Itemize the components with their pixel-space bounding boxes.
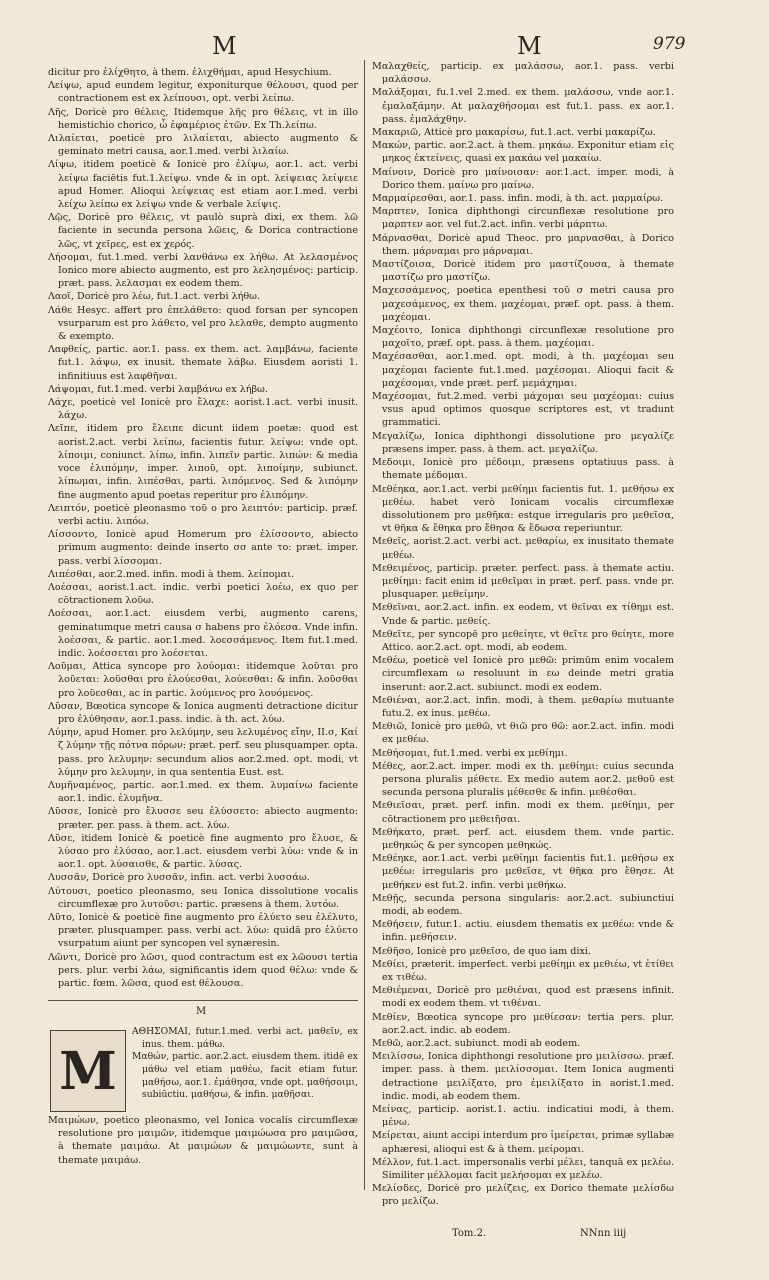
dictionary-entry: Μεθέω, poeticè vel Ionicè pro μεθῶ: primūm enim vocalem circumflexam ω resoluunt in εω deinde metri gratia inserunt: aor.2.act. subiunct. modi ex eodem. <box>372 655 674 693</box>
dictionary-entry: Μαιμώων, poetico pleonasmo, vel Ionica vocalis circumflexæ resolutione pro μαιμῶν, itidemque μαιμώωσα pro μαιμῶσα, à themate μαιμάω. At μαιμώων & μαιμώωντε, sunt à themate μαιμάω. <box>48 1115 358 1166</box>
dictionary-entry: Μεθιεῖσαι, præt. perf. infin. modi ex them. μεθίημι, per cōtractionem pro μεθειῆσαι. <box>372 800 674 825</box>
dictionary-entry: Μαλαχθείς, particip. ex μαλάσσω, aor.1. pass. verbi μαλάσσω. <box>372 61 674 86</box>
dictionary-entry: Λοῦμαι, Attica syncope pro λούομαι: itidemque λοῦται pro λοῦεται: λοῦσθαι pro ἐλούεσθαι, λούεσθαι: & infin. λοῦσθαι pro λοῦεσθαι, ac in partic. λούμενος pro λουόμενος. <box>48 661 358 699</box>
dictionary-entry: Μαχέσασθαι, aor.1.med. opt. modi, à th. μαχέομαι seu μαχέομαι faciente fut.1.med. μαχέσομαι. Alioqui facit & μαχέσομαι, vnde præt. perf. μεμάχημαι. <box>372 351 674 389</box>
dictionary-entry: Λῆς, Doricè pro θέλεις, Itidemque λῆς pro θέλεις, vt in illo hemistichio chorico, ὦ ἐφαμέριος ἐτῶν. Ex Th.λείπω. <box>48 106 358 131</box>
page-number: 979 <box>653 34 686 54</box>
dictionary-entry: Μεθεῖς, aorist.2.act. verbi act. μεθαρίω, ex inusitato themate μεθέω. <box>372 536 674 561</box>
dictionary-entry: Μαχεσσάμενος, poetica epenthesi τοῦ σ metri causa pro μαχεσάμενος, ex them. μαχέομαι, præf. opt. pass. à them. μαχέομαι. <box>372 285 674 323</box>
left-column-header-letter: M <box>212 32 238 60</box>
dictionary-entry: Λῶντι, Doricè pro λῶσι, quod contractum est ex λῶουσι tertia pers. plur. verbi λάω, significantis idem quod θέλω: vnde & partic. fœm. λῶσα, quod est θέλουσα. <box>48 951 358 990</box>
dictionary-entry: Μαλάξομαι, fu.1.vel 2.med. ex them. μαλάσσω, vnde aor.1. ἐμαλαξάμην. At μαλαχθήσομαι est fut.1. pass. ex aor.1. pass. ἐμαλάχθην. <box>372 87 674 125</box>
dictionary-entry: ΑΘΗΣΟΜΑΙ, futur.1.med. verbi act. μαθεῖν, ex inus. them. μάθω. <box>132 1026 358 1050</box>
dictionary-entry: Λῦσσε, Ionicè pro ἔλυσσε seu ἐλύσσετο: abiecto augmento: præter. per. pass. à them. act. λύω. <box>48 806 358 831</box>
dictionary-entry: Μάρνασθαι, Doricè apud Theoc. pro μαρνασθαι, à Dorico them. μάρναμαι pro μάρναμαι. <box>372 232 674 257</box>
dictionary-entry: Λίσσοντο, Ionicè apud Homerum pro ἐλίσσοντο, abiecto primum augmento: deinde inserto σσ ante το: præt. imper. pass. verbi λίσσομαι. <box>48 529 358 567</box>
dictionary-entry: Μείρεται, aiunt accipi interdum pro ἱμείρεται, primæ syllabæ aphæresi, alioqui est & à them. μείρομαι. <box>372 1130 674 1155</box>
dictionary-entry: dicitur pro ἐλίχθητο, à them. ἐλιχθήμαι, apud Hesychium. <box>48 67 332 78</box>
dictionary-entry: Μακαριῶ, Atticè pro μακαρίσω, fut.1.act. verbi μακαρίζω. <box>372 127 656 139</box>
dictionary-entry: Λῦτο, Ionicè & poeticè fine augmento pro ἐλύετο seu ἐλέλυτο, præter. plusquamper. pass. verbi act. λύω: quidā pro ἐλύετο vsurpatum aiunt per syncopen vel synæresin. <box>48 912 358 950</box>
dictionary-entry: Μαρμαίρεσθαι, aor.1. pass. infin. modi, à th. act. μαρμαίρω. <box>372 193 664 205</box>
m-section-continued <box>48 1114 358 1167</box>
dictionary-entry: Λῦσε, itidem Ionicè & poeticè fine augmento pro ἔλυσε, & λύσαο pro ἐλύσαο, aor.1.act. eiusdem verbi λύω: vnde & in aor.1. opt. λύσαισθε, & partic. λύσας. <box>48 832 358 871</box>
dictionary-entry: Μεθήκατο, præt. perf. act. eiusdem them. vnde partic. μεθηκώς & per syncopen μεθηκώς. <box>372 826 674 851</box>
dictionary-entry: Λῦσαν, Bœotica syncope & Ionica augmenti detractione dicitur pro ἐλύθησαν, aor.1.pass. indic. à th. act. λύω. <box>48 700 358 725</box>
section-divider <box>48 1000 358 1001</box>
dictionary-entry: Λύμην, apud Homer. pro λελύμην, seu λελυμένος εἴην, II.σ, Καί ζ λύμην τῇς πότνα πόρων: præt. perf. seu plusquamper. opta. pass. pro λελυμην: secundum alios aor.2.med. opt. modi, vt λύμην pro λελυμην, in qua sententia Eust. est. <box>48 727 359 778</box>
dictionary-entry: Μαθών, partic. aor.2.act. eiusdem them. itidē ex μάθω vel etiam μαθέω, facit etiam futur. μαθήσω, aor.1. ἐμάθησα, vnde opt. μαθήσοιμι, subiūctiu. μαθήσω, & infin. μαθῆσαι. <box>132 1051 358 1101</box>
dictionary-entry: Λυσσᾶν, Doricè pro λυσσᾶν, infin. act. verbi λυσσάω. <box>48 872 310 884</box>
dictionary-entry: Μέθες, aor.2.act. imper. modi ex th. μεθίημι: cuius secunda persona pluralis μέθετε. Ex medio autem aor.2. μεθοῦ est secunda persona pluralis μέθεσθε & infin. μεθέσθαι. <box>372 760 674 799</box>
dictionary-entry: Λάψομαι, fut.1.med. verbi λαμβάνω ex λήβω. <box>48 383 268 395</box>
dictionary-entry: Μεθειμένος, particip. præter. perfect. pass. à themate actiu. μεθίημι: facit enim id μεθεῖμαι in præt. perf. pass. vnde pr. plusquaper. μεθείμην. <box>372 562 674 601</box>
dictionary-entry: Μεθέηκα, aor.1.act. verbi μεθίημι facientis fut. 1. μεθήσω ex μεθέω. habet verò Ionicam vocalis circumflexæ dissolutionem pro μεθῆκα: estque irregularis pro μεθεῖσα, vt θῆκα & ἔθηκα pro ἔθησα & ἔδωσα reperiuntur. <box>372 483 674 535</box>
section-heading-m: M <box>196 1006 207 1017</box>
dictionary-entry: Μεθιέμεναι, Doricè pro μεθιέναι, quod est præsens infinit. modi ex eodem them. vt τιθέναι. <box>372 985 674 1010</box>
left-column <box>48 66 358 990</box>
right-column-header-letter: M <box>517 32 543 60</box>
dictionary-entry: Λεῖπε, itidem pro ἔλειπε dicunt iidem poetæ: quod est aorist.2.act. verbi λείπω, facientis futur. λείψω: vnde opt. λίποιμι, coniunct. λίπω, infin. λιπεῖν partic. λιπών: & media voce ἐλιπόμην, imper. λιποῦ, opt. λιποίμην, subiunct. λίπωμαι, infin. λιπέσθαι, parti. λιπόμενος. Sed & λιπόμην fine augmento apud poetas reperitur pro ἐλιπόμην. <box>48 423 358 501</box>
dictionary-entry: Λαοῖ, Doricè pro λέω, fut.1.act. verbi λήθω. <box>48 291 261 303</box>
column-divider <box>364 60 365 1190</box>
signature-mark: NNnn iiij <box>580 1228 627 1239</box>
dictionary-entry: Μείνας, particip. aorist.1. actiu. indicatiui modi, à them. μένω. <box>372 1104 674 1129</box>
dictionary-entry: Μεθῶ, aor.2.act. subiunct. modi ab eodem. <box>372 1038 581 1050</box>
dictionary-entry: Μεθῇς, secunda persona singularis: aor.2.act. subiunctiui modi, ab eodem. <box>372 892 674 917</box>
dictionary-entry: Μειλίσσω, Ionica diphthongi resolutione pro μειλίσσω. præf. imper. pass. à them. μειλίσσομαι. Item Ionica augmenti detractione μειλίξατο, pro ἐμειλίξατο in aorist.1.med. indic. modi, ab eodem them. <box>372 1051 674 1102</box>
dictionary-entry: Μεθῆσο, Ionicè pro μεθεῖσο, de quo iam dixi. <box>372 945 592 957</box>
dictionary-entry: Μεγαλίζω, Ionica diphthongi dissolutione pro μεγαλίζε præsens imper. pass. à them. act. μεγαλίζω. <box>372 430 674 455</box>
dictionary-entry: Μαχέοιτο, Ionica diphthongi circunflexæ resolutione pro μαχοῖτο, præf. opt. pass. à them. μαχέομαι. <box>372 325 674 350</box>
dictionary-entry: Μέλλον, fut.1.act. impersonalis verbi μέλει, tanquā ex μελέω. Similiter μέλλομαι facit μελήσομαι ex μελέω. <box>372 1156 674 1182</box>
dictionary-entry: Μεθήσομαι, fut.1.med. verbi ex μεθίημι. <box>372 747 568 759</box>
dictionary-entry: Μεδοιμι, Ionicè pro μέδοιμι, præsens optatiuus pass. à themate μέδομαι. <box>372 457 674 482</box>
decorated-initial <box>50 1030 126 1112</box>
dictionary-entry: Μεθεῖτε, per syncopē pro μεθείητε, vt θεῖτε pro θείητε, more Attico. aor.2.act. opt. modi, ab eodem. <box>372 628 674 653</box>
dictionary-entry: Μελίσδες, Doricè pro μελίζεις, ex Dorico themate μελίσδω pro μελίζω. <box>372 1183 674 1208</box>
dictionary-entry: Μεθίει, præterit. imperfect. verbi μεθίημι ex μεθιέω, vt ἐτίθει ex τιθέω. <box>372 958 674 984</box>
dictionary-entry: Λιπέσθαι, aor.2.med. infin. modi à them. λείπομαι. <box>48 568 295 580</box>
dictionary-entry: Λίψω, itidem poeticè & Ionicè pro ἐλίψω, aor.1. act. verbi λείψω faciētis fut.1.λείψω. vnde & in opt. λείψειας λείψειε apud Homer. Alioqui λείψειας est etiam aor.1.med. verbi λείχω λείπω ex λείψω vnde & verbale λείψις. <box>48 159 358 211</box>
dictionary-entry: Λοέσσαι, aorist.1.act. indic. verbi poetici λοέω, ex quo per cōtractionem λοῦω. <box>48 581 358 607</box>
dictionary-entry: Λήσομαι, fut.1.med. verbi λανθάνω ex λήθω. At λελασμένος Ionico more abiecto augmento, est pro λελησμένος: particip. præt. pass. λελασμαι ex eodem them. <box>48 251 358 290</box>
dictionary-entry: Μαστίζοισα, Doricè itidem pro μαστίζουσα, à themate μαστίζω pro μαστίζω. <box>372 259 674 284</box>
dictionary-entry: Μεθιῶ, Ionicè pro μεθῶ, vt θιῶ pro θῶ: aor.2.act. infin. modi ex μεθέω. <box>372 721 674 746</box>
dictionary-entry: Μεθεῖναι, aor.2.act. infin. ex eodem, vt θεῖναι ex τίθημι est. Vnde & partic. μεθείς. <box>372 602 674 627</box>
dictionary-entry: Μαχέσομαι, fut.2.med. verbi μάχομαι seu μαχέομαι: cuius vsus apud optimos quosque scriptores est, vt tradunt grammatici. <box>372 391 674 429</box>
dictionary-entry: Μαρπτεν, Ionica diphthongi circunflexæ resolutione pro μαρπτεν aor. vel fut.2.act. infin. verbi μάρπτω. <box>372 206 674 231</box>
m-section-entries <box>132 1026 358 1102</box>
dictionary-entry: Μεθήσειν, futur.1. actiu. eiusdem thematis ex μεθέω: vnde & infin. μεθήσειν. <box>372 919 674 944</box>
volume-label: Tom.2. <box>452 1228 487 1239</box>
dictionary-entry: Λαφθείς, partic. aor.1. pass. ex them. act. λαμβάνω, faciente fut.1. λάψω, ex inusit. themate λάβω. Eiusdem aoristi 1. infinitiuus est λαφθῆναι. <box>48 344 358 382</box>
dictionary-entry: Λάχε, poeticè vel Ionicè pro ἔλαχε: aorist.1.act. verbi inusit. λάχω. <box>48 397 358 422</box>
dictionary-entry: Λοέσσαι, aor.1.act. eiusdem verbi, augmento carens, geminatumque metri causa σ habens pro ἐλόεσα. Vnde infin. λοέσσαι, & partic. aor.1.med. λοεσσάμενος. Item fut.1.med. indic. λοέσσεται pro λοέσεται. <box>48 608 358 659</box>
dictionary-entry: Μεθιέναι, aor.2.act. infin. modi, à them. μεθαρίω mutuante futu.2. ex inus. μεθέω. <box>372 694 674 719</box>
dictionary-entry: Λύτουσι, poetico pleonasmo, seu Ionica dissolutione vocalis circumflexæ pro λυτοῦσι: partic. præsens à them. λυτόω. <box>48 885 358 910</box>
dictionary-entry: Λάθε Hesyc. affert pro ἐπελάθετο: quod forsan per syncopen vsurparum est pro λάθετο, vel pro λελαθε, dempto augmento & exempto. <box>48 304 358 343</box>
dictionary-entry: Λῷς, Doricè pro θέλεις, vt paulò suprà dixi, ex them. λῶ faciente in secunda persona λῶεις, & Dorica contractione λῶς, vt χεῖρες, est ex χερός. <box>48 212 358 250</box>
dictionary-entry: Μακών, partic. aor.2.act. à them. μηκάω. Exponitur etiam εἰς μηκος ἐκτείνεις, quasi ex μακάω vel μακαίω. <box>372 140 674 165</box>
dictionary-entry: Μεθέηκε, aor.1.act. verbi μεθίημι facientis fut.1. μεθήσω ex μεθέω: irregularis pro μεθεῖσε, vt θῆκα pro ἔθησε. At μεθήκεν est fut.2. infin. verbi μεθήκω. <box>372 853 674 891</box>
dictionary-entry: Λείψω, apud eundem legitur, exponiturque θέλουσι, quod per contractionem est ex λείπουσι, opt. verbi λείπω. <box>48 80 358 105</box>
decorated-initial-letter: M <box>59 1040 117 1102</box>
dictionary-entry: Λειπτόν, poeticè pleonasmo τοῦ ο pro λειπτόν: particip. præf. verbi actiu. λιπόω. <box>48 502 358 527</box>
dictionary-entry: Μεθίεν, Bœotica syncope pro μεθίεσαν: tertia pers. plur. aor.2.act. indic. ab eodem. <box>372 1011 674 1036</box>
dictionary-entry: Λιλαίεται, poeticè pro λιλαίεται, abiecto augmento & geminato metri causa, aor.1.med. verbi λιλαίω. <box>48 133 358 158</box>
dictionary-entry: Μαίνοιν, Doricè pro μαίνοισαν: aor.1.act. imper. modi, à Dorico them. μαίνω pro μαίνω. <box>372 166 674 191</box>
right-column <box>372 60 674 1209</box>
dictionary-entry: Λυμῆναμένος, partic. aor.1.med. ex them. λυμαίνω faciente aor.1. indic. ἐλυμῆνα. <box>48 779 358 805</box>
